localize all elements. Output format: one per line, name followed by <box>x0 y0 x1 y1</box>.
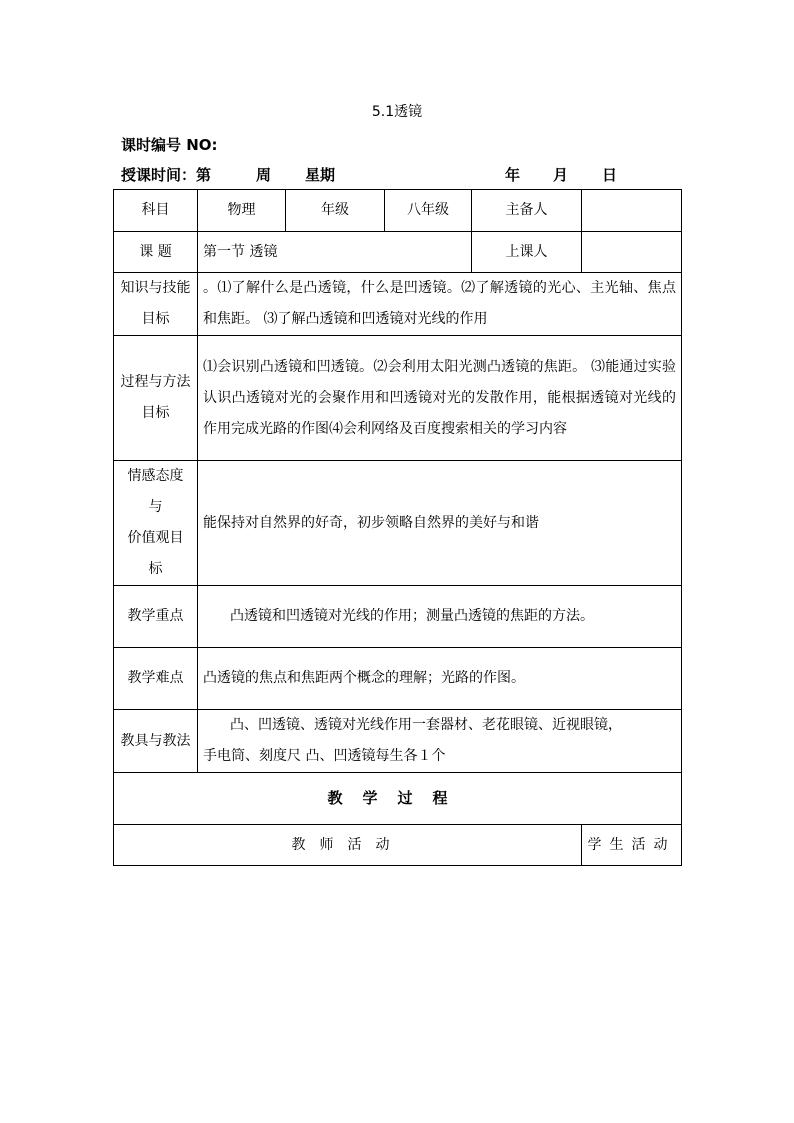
day-label: 日 <box>602 166 618 184</box>
preparer-label: 主备人 <box>472 190 582 232</box>
lesson-plan-table <box>113 189 682 866</box>
emotion-label-line: 标 <box>148 561 163 577</box>
process-section-heading: 教学过程 <box>114 773 682 825</box>
year-label: 年 <box>505 166 521 184</box>
table-row <box>114 336 682 461</box>
difficulty-value: 凸透镜的焦点和焦距两个概念的理解；光路的作图。 <box>198 648 682 710</box>
teacher-activity-heading: 教师活动 <box>114 825 582 866</box>
teacher-label: 上课人 <box>472 232 582 273</box>
month-label: 月 <box>553 166 569 184</box>
knowledge-value: 。⑴了解什么是凸透镜，什么是凹透镜。⑵了解透镜的光心、主光轴、焦点和焦距。 ⑶了解凸透镜和凹透镜对光线的作用 <box>198 273 682 336</box>
knowledge-label: 知识与技能目标 <box>114 273 198 336</box>
table-row <box>114 710 682 773</box>
time-label: 授课时间：第 <box>121 166 212 184</box>
tools-label: 教具与教法 <box>114 710 198 773</box>
document-title: 5.1透镜 <box>371 104 423 120</box>
table-row <box>114 461 682 586</box>
topic-value: 第一节 透镜 <box>198 232 472 273</box>
topic-label: 课 题 <box>114 232 198 273</box>
emotion-label-line: 与 <box>148 499 163 515</box>
table-row <box>114 773 682 825</box>
difficulty-label: 教学难点 <box>114 648 198 710</box>
key-label: 教学重点 <box>114 586 198 648</box>
grade-label: 年级 <box>286 190 385 232</box>
student-activity-heading: 学生活动 <box>582 825 682 866</box>
emotion-value: 能保持对自然界的好奇，初步领略自然界的美好与和谐 <box>198 461 682 586</box>
week-label: 周 <box>256 166 272 184</box>
teacher-value <box>582 232 682 273</box>
lesson-number: 课时编号 NO: <box>121 136 218 154</box>
emotion-label <box>114 461 198 586</box>
tools-value <box>198 710 682 773</box>
tools-line: 手电筒、刻度尺 凸、凹透镜每生各１个 <box>203 748 446 764</box>
table-row <box>114 648 682 710</box>
key-value: 凸透镜和凹透镜对光线的作用；测量凸透镜的焦距的方法。 <box>198 586 682 648</box>
subject-label: 科目 <box>114 190 198 232</box>
process-label: 过程与方法目标 <box>114 336 198 461</box>
table-row <box>114 190 682 232</box>
tools-line: 凸、凹透镜、透镜对光线作用一套器材、老花眼镜、近视眼镜， <box>230 717 622 733</box>
table-row <box>114 273 682 336</box>
weekday-label: 星期 <box>305 166 336 184</box>
preparer-value <box>582 190 682 232</box>
table-row <box>114 825 682 866</box>
emotion-label-line: 情感态度 <box>127 468 184 484</box>
emotion-label-line: 价值观目 <box>127 530 184 546</box>
subject-value: 物理 <box>198 190 286 232</box>
table-row <box>114 586 682 648</box>
process-value: ⑴会识别凸透镜和凹透镜。⑵会利用太阳光测凸透镜的焦距。 ⑶能通过实验认识凸透镜对光的会聚作用和凹透镜对光的发散作用，能根据透镜对光线的作用完成光路的作图⑷会利网络及百度搜索相关的学习内容 <box>198 336 682 461</box>
grade-value: 八年级 <box>385 190 472 232</box>
table-row <box>114 232 682 273</box>
